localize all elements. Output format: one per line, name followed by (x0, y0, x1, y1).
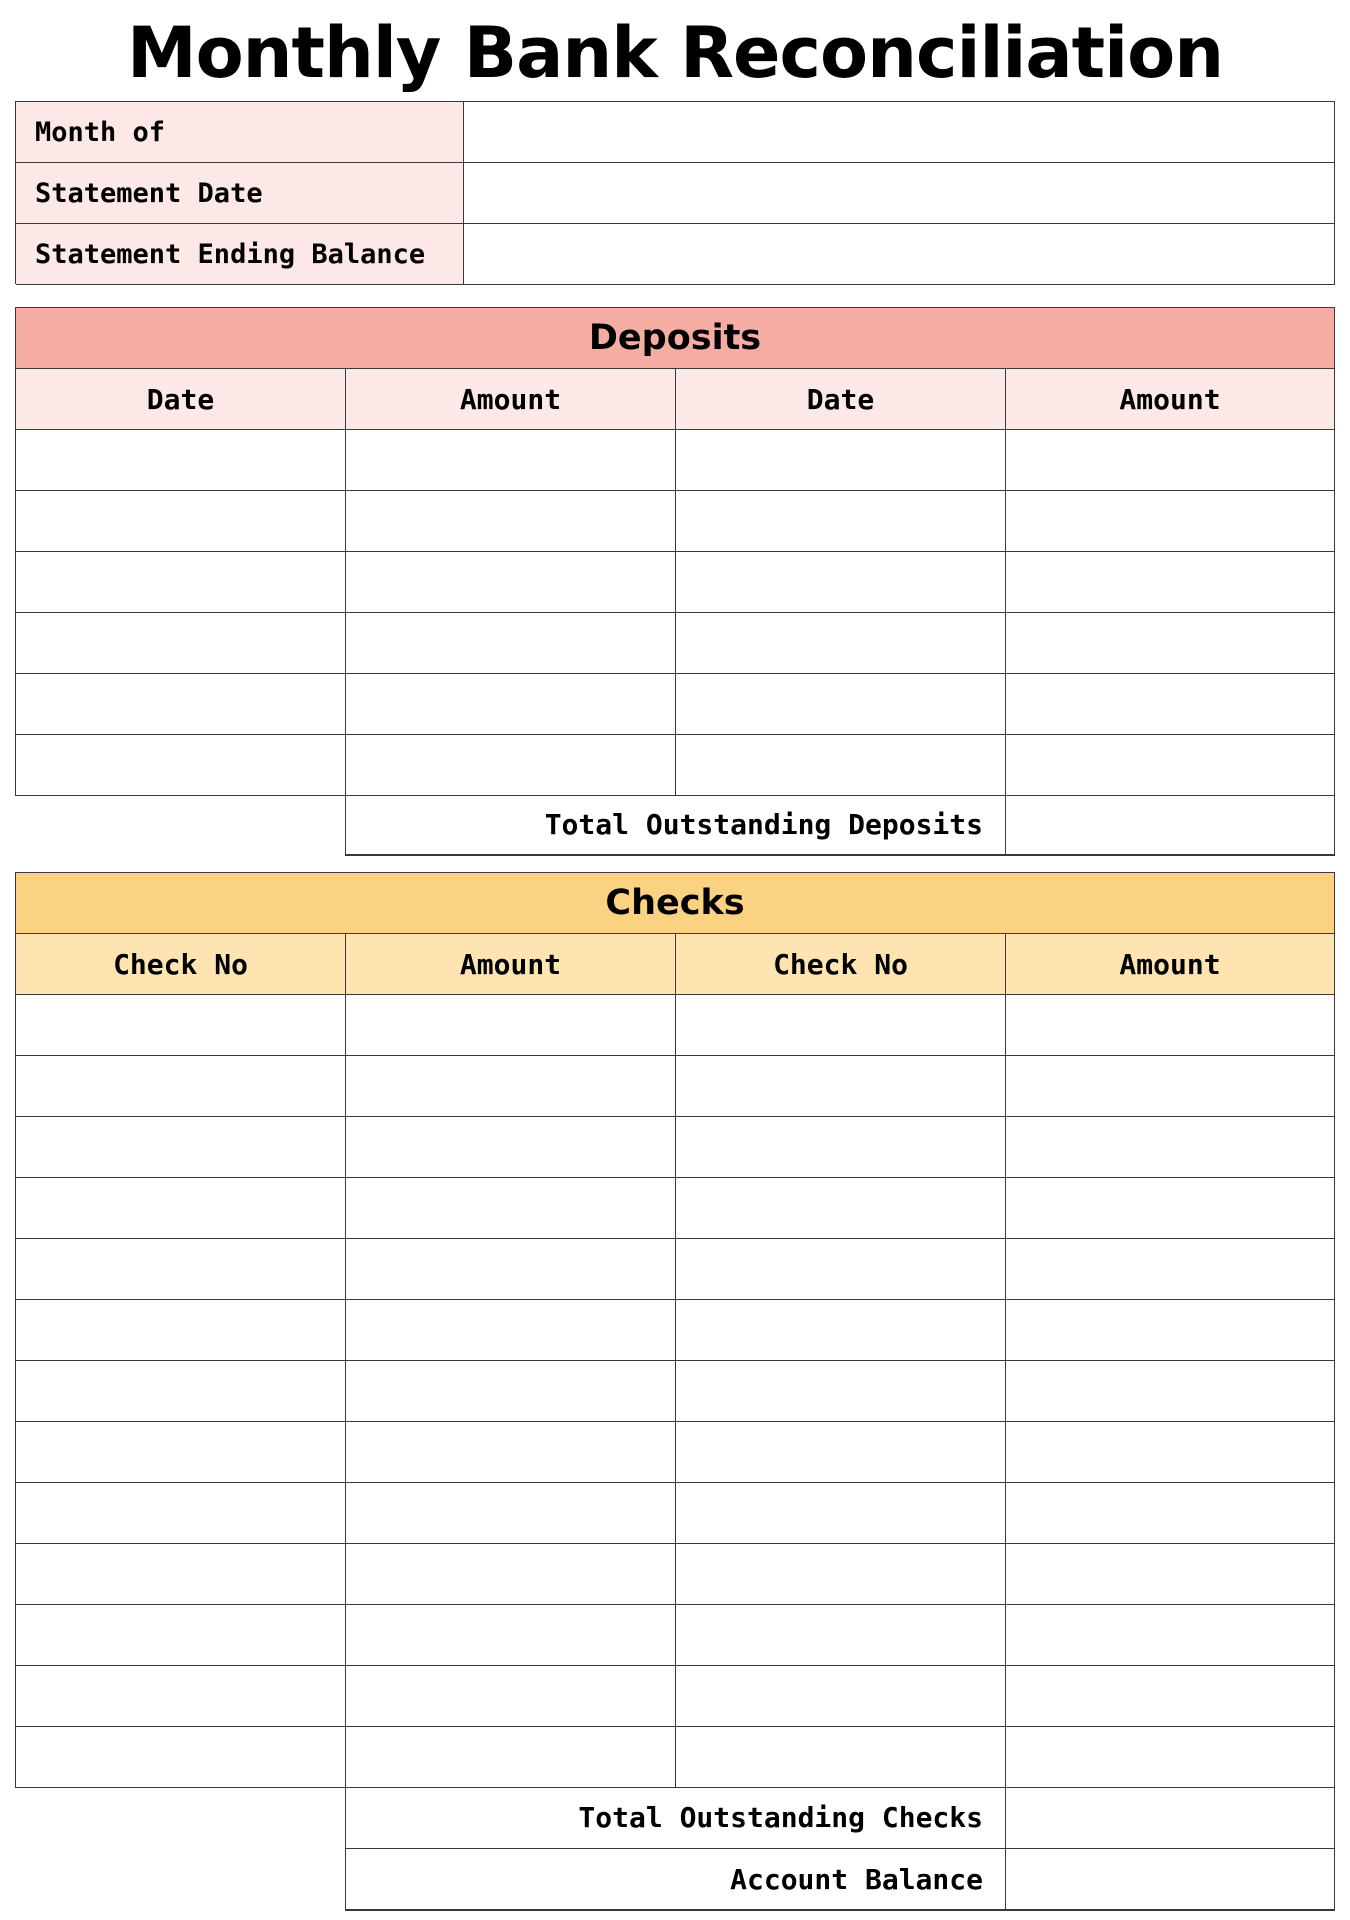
checks-cell[interactable] (16, 1056, 346, 1117)
deposits-cell[interactable] (16, 491, 346, 552)
checks-cell[interactable] (676, 1056, 1006, 1117)
checks-cell[interactable] (16, 1361, 346, 1422)
checks-cell[interactable] (16, 1300, 346, 1361)
checks-cell[interactable] (346, 995, 676, 1056)
checks-cell[interactable] (1006, 1361, 1335, 1422)
checks-cell[interactable] (1006, 1056, 1335, 1117)
deposits-cell[interactable] (346, 491, 676, 552)
checks-cell[interactable] (676, 1483, 1006, 1544)
statement-date-label: Statement Date (16, 163, 464, 224)
deposits-cell[interactable] (676, 674, 1006, 735)
checks-total-label: Total Outstanding Checks (346, 1787, 1006, 1849)
account-balance-field[interactable] (1006, 1849, 1335, 1910)
checks-cell[interactable] (1006, 1544, 1335, 1605)
checks-cell[interactable] (1006, 1117, 1335, 1178)
checks-cell[interactable] (1006, 1178, 1335, 1239)
checks-cell[interactable] (1006, 1422, 1335, 1483)
deposits-column-header: Date (676, 369, 1006, 430)
checks-cell[interactable] (16, 1178, 346, 1239)
checks-column-header: Amount (346, 934, 676, 995)
checks-cell[interactable] (346, 1117, 676, 1178)
deposits-cell[interactable] (346, 552, 676, 613)
deposits-cell[interactable] (1006, 491, 1335, 552)
deposits-table (15, 307, 1335, 796)
checks-column-header: Check No (16, 934, 346, 995)
month-label: Month of (16, 102, 464, 163)
deposits-cell[interactable] (1006, 674, 1335, 735)
deposits-total-row (345, 795, 1335, 856)
checks-cell[interactable] (676, 1300, 1006, 1361)
checks-cell[interactable] (676, 1727, 1006, 1788)
month-field[interactable] (464, 102, 1335, 163)
checks-cell[interactable] (16, 1666, 346, 1727)
checks-cell[interactable] (346, 1239, 676, 1300)
checks-cell[interactable] (1006, 1300, 1335, 1361)
checks-cell[interactable] (16, 1422, 346, 1483)
deposits-cell[interactable] (16, 430, 346, 491)
checks-heading: Checks (16, 873, 1335, 934)
checks-cell[interactable] (1006, 1605, 1335, 1666)
deposits-cell[interactable] (676, 735, 1006, 796)
checks-total-row (345, 1787, 1335, 1911)
checks-cell[interactable] (1006, 1666, 1335, 1727)
deposits-cell[interactable] (676, 552, 1006, 613)
checks-table (15, 872, 1335, 1788)
deposits-cell[interactable] (346, 613, 676, 674)
checks-cell[interactable] (346, 1544, 676, 1605)
checks-column-header: Amount (1006, 934, 1335, 995)
checks-cell[interactable] (676, 1361, 1006, 1422)
checks-cell[interactable] (676, 1544, 1006, 1605)
checks-total-field[interactable] (1006, 1787, 1335, 1849)
checks-cell[interactable] (676, 1178, 1006, 1239)
deposits-cell[interactable] (1006, 552, 1335, 613)
checks-cell[interactable] (346, 1605, 676, 1666)
checks-cell[interactable] (346, 1178, 676, 1239)
deposits-cell[interactable] (676, 430, 1006, 491)
checks-cell[interactable] (676, 1117, 1006, 1178)
checks-column-header: Check No (676, 934, 1006, 995)
checks-cell[interactable] (16, 1239, 346, 1300)
checks-cell[interactable] (1006, 1727, 1335, 1788)
checks-cell[interactable] (346, 1300, 676, 1361)
ending-balance-label: Statement Ending Balance (16, 224, 464, 285)
deposits-cell[interactable] (16, 613, 346, 674)
checks-cell[interactable] (1006, 1239, 1335, 1300)
checks-cell[interactable] (346, 1727, 676, 1788)
checks-cell[interactable] (676, 1605, 1006, 1666)
checks-cell[interactable] (16, 1605, 346, 1666)
statement-date-field[interactable] (464, 163, 1335, 224)
checks-cell[interactable] (1006, 1483, 1335, 1544)
deposits-cell[interactable] (16, 674, 346, 735)
ending-balance-field[interactable] (464, 224, 1335, 285)
deposits-column-header: Amount (346, 369, 676, 430)
deposits-cell[interactable] (346, 674, 676, 735)
checks-cell[interactable] (346, 1666, 676, 1727)
checks-cell[interactable] (346, 1056, 676, 1117)
checks-cell[interactable] (676, 1422, 1006, 1483)
account-balance-label: Account Balance (346, 1849, 1006, 1910)
deposits-cell[interactable] (346, 430, 676, 491)
checks-cell[interactable] (16, 1544, 346, 1605)
deposits-cell[interactable] (1006, 735, 1335, 796)
checks-cell[interactable] (16, 1727, 346, 1788)
deposits-column-header: Amount (1006, 369, 1335, 430)
checks-cell[interactable] (346, 1361, 676, 1422)
deposits-total-label: Total Outstanding Deposits (346, 795, 1006, 855)
deposits-cell[interactable] (16, 552, 346, 613)
deposits-cell[interactable] (1006, 613, 1335, 674)
checks-cell[interactable] (16, 1483, 346, 1544)
checks-cell[interactable] (346, 1483, 676, 1544)
deposits-heading: Deposits (16, 308, 1335, 369)
deposits-cell[interactable] (16, 735, 346, 796)
checks-cell[interactable] (676, 1666, 1006, 1727)
checks-cell[interactable] (676, 995, 1006, 1056)
deposits-cell[interactable] (676, 613, 1006, 674)
checks-cell[interactable] (346, 1422, 676, 1483)
deposits-column-header: Date (16, 369, 346, 430)
deposits-total-field[interactable] (1006, 795, 1335, 855)
deposits-cell[interactable] (346, 735, 676, 796)
checks-cell[interactable] (16, 995, 346, 1056)
checks-cell[interactable] (1006, 995, 1335, 1056)
checks-cell[interactable] (676, 1239, 1006, 1300)
deposits-cell[interactable] (676, 491, 1006, 552)
page-title: Monthly Bank Reconciliation (126, 12, 1224, 94)
checks-cell[interactable] (16, 1117, 346, 1178)
deposits-cell[interactable] (1006, 430, 1335, 491)
info-table (15, 101, 1335, 284)
